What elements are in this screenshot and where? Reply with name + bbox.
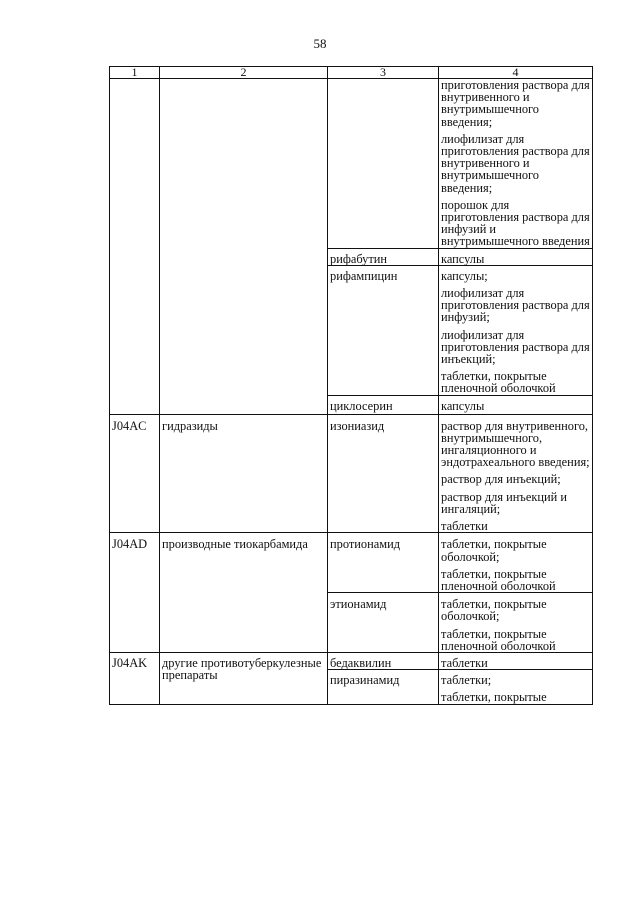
forms-cell: [439, 282, 593, 324]
drug-name: протионамид: [328, 533, 439, 593]
form-text: таблетки;: [441, 673, 492, 688]
form-text: таблетки: [441, 655, 488, 670]
form-text: лиофилизат для приготовления раствора для инфузий;: [441, 286, 590, 325]
forms-cell: [439, 515, 593, 533]
header-col-4: 4: [439, 67, 593, 79]
drug-name: циклосерин: [328, 395, 439, 414]
group-cell-empty: [160, 79, 328, 415]
form-text: таблетки, покрытые оболочкой;: [441, 537, 547, 564]
form-text: лиофилизат для приготовления раствора для внутривенного и внутримышечного введения;: [441, 131, 590, 195]
group-name: гидразиды: [160, 414, 328, 533]
forms-cell: [439, 686, 593, 704]
table-row: [110, 79, 593, 249]
forms-cell: [439, 414, 593, 468]
drug-table: [109, 66, 593, 705]
header-col-3: 3: [328, 67, 439, 79]
group-name: другие противотуберкулезные препараты: [160, 652, 328, 704]
drug-name: рифабутин: [328, 248, 439, 265]
form-text: капсулы: [441, 398, 485, 413]
forms-cell: [439, 395, 593, 414]
atc-code: J04AC: [110, 414, 160, 533]
forms-cell: [439, 486, 593, 515]
table-row: [110, 414, 593, 468]
forms-cell: [439, 79, 593, 249]
group-name: производные тиокарбамида: [160, 533, 328, 653]
form-text: лиофилизат для приготовления раствора для инъекций;: [441, 327, 590, 367]
form-text: таблетки, покрытые оболочкой;: [441, 597, 547, 624]
form-text: таблетки, покрытые: [441, 690, 547, 705]
code-cell-empty: [110, 79, 160, 415]
forms-cell: [439, 593, 593, 623]
page-number: 58: [313, 36, 327, 51]
atc-code: J04AK: [110, 652, 160, 704]
form-text: таблетки, покрытые пленочной оболочкой: [441, 369, 556, 396]
forms-cell: [439, 365, 593, 395]
forms-cell: [439, 533, 593, 563]
forms-cell: [439, 670, 593, 687]
drug-name: бедаквилин: [328, 652, 439, 669]
header-col-2: 2: [160, 67, 328, 79]
forms-cell: [439, 652, 593, 669]
header-col-1: 1: [110, 67, 160, 79]
form-text: капсулы: [441, 251, 485, 266]
forms-cell: [439, 265, 593, 282]
drug-cell-empty: [328, 79, 439, 249]
form-text: таблетки, покрытые пленочной оболочкой: [441, 566, 556, 593]
header-row: [110, 67, 593, 79]
drug-name: пиразинамид: [328, 670, 439, 704]
form-text: капсулы;: [441, 268, 488, 283]
table-row: [110, 533, 593, 563]
atc-code: J04AD: [110, 533, 160, 653]
form-text: приготовления раствора для внутривенного и внутримышечного введения;: [441, 78, 590, 129]
forms-cell: [439, 468, 593, 485]
drug-name: изониазид: [328, 414, 439, 533]
drug-name: рифампицин: [328, 265, 439, 395]
forms-cell: [439, 248, 593, 265]
form-text: раствор для внутривенного, внутримышечного, ингаляционного и эндотрахеального введения;: [441, 418, 590, 470]
forms-cell: [439, 563, 593, 593]
form-text: раствор для инъекций и ингаляций;: [441, 489, 567, 516]
form-text: порошок для приготовления раствора для инфузий и внутримышечного введения: [441, 197, 590, 249]
form-text: раствор для инъекций;: [441, 472, 561, 487]
forms-cell: [439, 324, 593, 366]
table-row: [110, 652, 593, 669]
form-text: таблетки, покрытые пленочной оболочкой: [441, 626, 556, 653]
drug-name: этионамид: [328, 593, 439, 653]
form-text: таблетки: [441, 519, 488, 534]
forms-cell: [439, 623, 593, 653]
